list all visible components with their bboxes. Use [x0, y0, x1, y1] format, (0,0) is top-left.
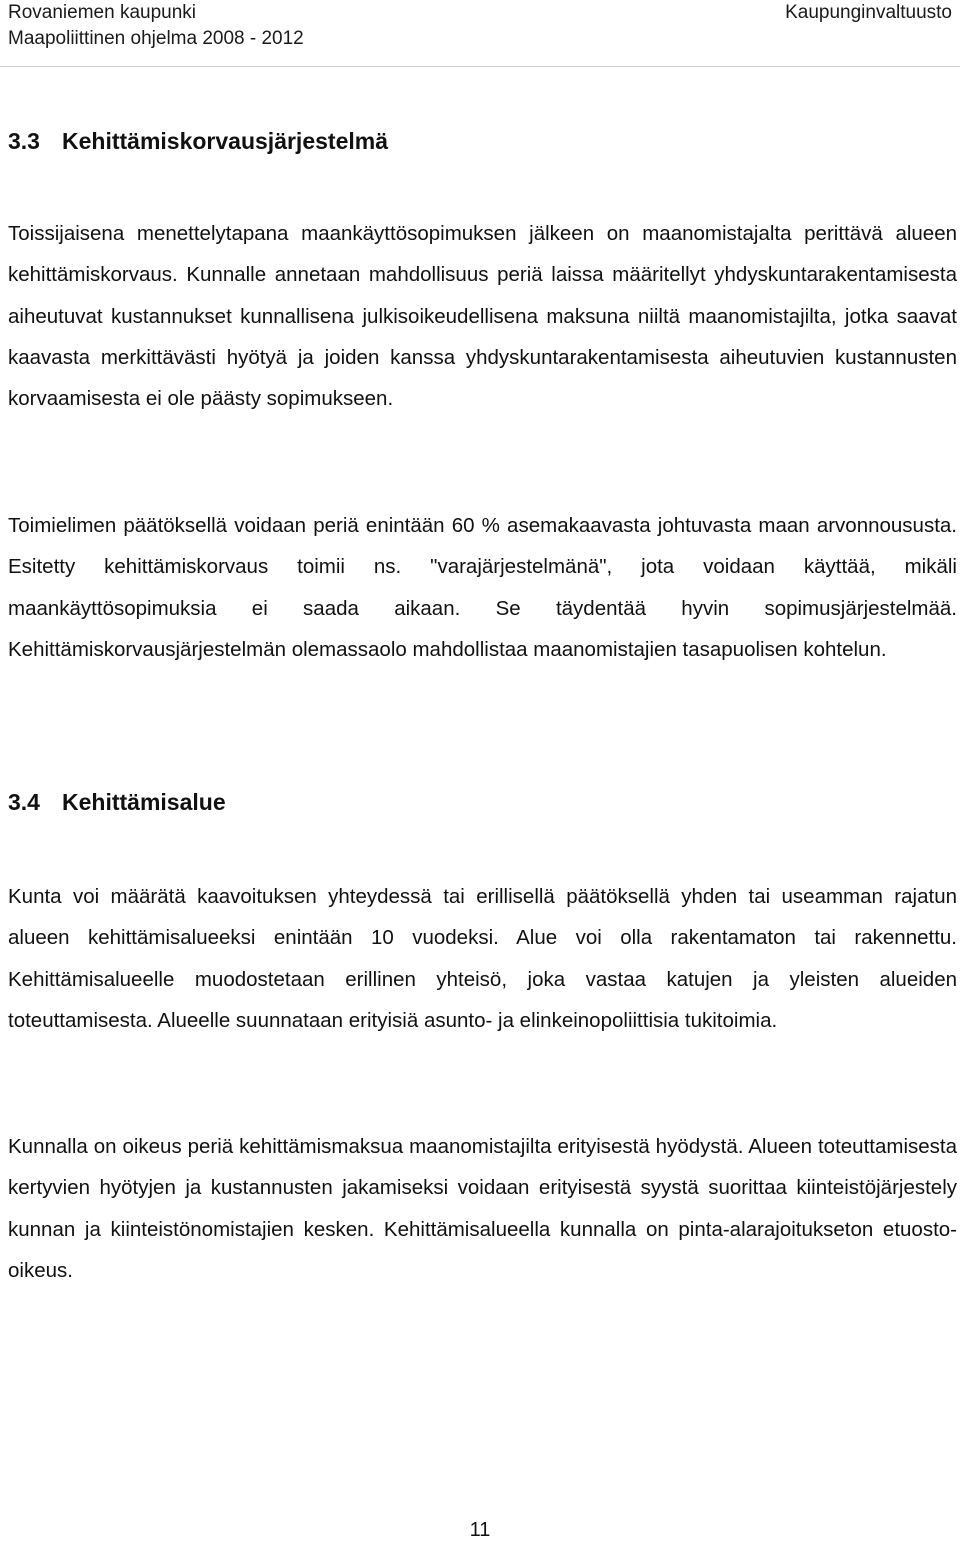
paragraph: Toimielimen päätöksellä voidaan periä enintään 60 % asemakaavasta johtuvasta maan arvonnoususta. Esitetty kehittämiskorvaus toimii ns. "varajärjestelmänä", jota voidaan käyttää, mikäli maankäyttösopimuksia ei saada aikaan. Se täydentää hyvin sopimusjärjestelmää. Kehittämiskorvausjärjestelmän olemassaolo mahdollistaa maanomistajien tasapuolisen kohtelun.: [8, 514, 957, 661]
page-header: [8, 0, 952, 52]
paragraph: Kunta voi määrätä kaavoituksen yhteydessä tai erillisellä päätöksellä yhden tai useamman rajatun alueen kehittämisalueeksi enintään 10 vuodeksi. Alue voi olla rakentamaton tai rakennettu. Kehittämisalueelle muodostetaan erillinen yhteisö, joka vastaa katujen ja yleisten alueiden toteuttamisesta. Alueelle suunnataan erityisiä asunto- ja elinkeinopoliittisia tukitoimia.: [8, 885, 957, 1032]
page-number: 11: [469, 1519, 491, 1541]
section-number: 3.4: [8, 789, 40, 815]
paragraph: Kunnalla on oikeus periä kehittämismaksua maanomistajilta erityisestä hyödystä. Alueen toteuttamisesta kertyvien hyötyjen ja kustannusten jakamiseksi voidaan erityisestä syystä suorittaa kiinteistöjärjestely kunnan ja kiinteistönomistajien kesken. Kehittämisalueella kunnalla on pinta-alarajoitukseton etuosto-oikeus.: [8, 1135, 957, 1282]
header-divider: [0, 66, 960, 67]
header-row-1: [8, 0, 952, 26]
paragraph: Toissijaisena menettelytapana maankäyttösopimuksen jälkeen on maanomistajalta perittävä alueen kehittämiskorvaus. Kunnalle annetaan mahdollisuus periä laissa määritellyt yhdyskuntarakentamisesta aiheutuvat kustannukset kunnallisena julkisoikeudellisena maksuna niiltä maanomistajilta, jotka saavat kaavasta merkittävästi hyötyä ja joiden kanssa yhdyskuntarakentamisesta aiheutuvien kustannusten korvaamisesta ei ole päästy sopimukseen.: [8, 222, 957, 411]
section-title: Kehittämiskorvausjärjestelmä: [62, 128, 388, 154]
section-title: Kehittämisalue: [62, 789, 226, 815]
section-heading-3-3: [8, 126, 388, 156]
section-heading-3-4: [8, 787, 226, 817]
header-municipality: Rovaniemen kaupunki: [8, 2, 197, 23]
header-row-2: [8, 26, 952, 52]
header-program-title: Maapoliittinen ohjelma 2008 - 2012: [8, 28, 304, 49]
header-council: Kaupunginvaltuusto: [785, 2, 952, 23]
section-number: 3.3: [8, 128, 40, 154]
